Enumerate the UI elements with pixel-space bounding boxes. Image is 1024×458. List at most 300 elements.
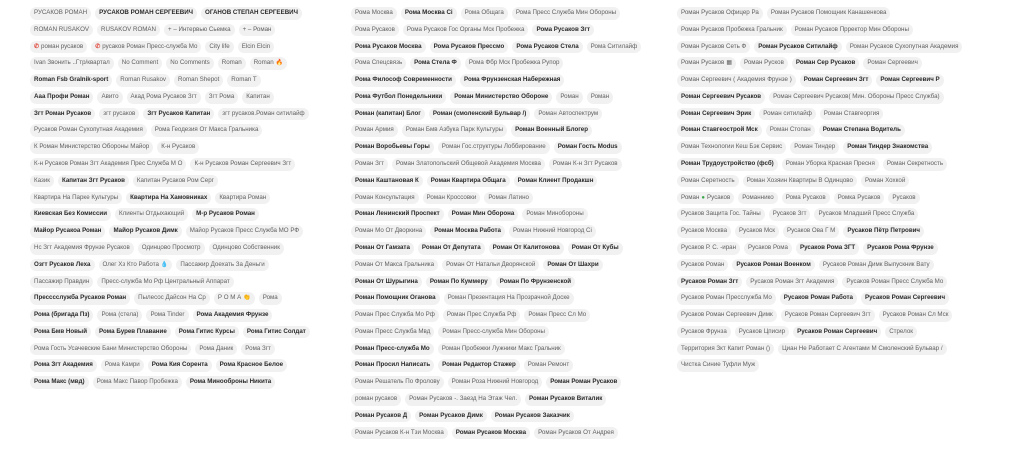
contact-tag[interactable] [250,57,287,70]
contact-tag[interactable] [351,259,438,272]
tag-label: русаков Роман Пресс-служба Мо [102,42,198,50]
contact-tag[interactable] [759,108,816,121]
contact-tag[interactable] [843,141,932,154]
contact-tag[interactable] [863,242,938,255]
contact-tag[interactable] [534,108,602,121]
contact-tag[interactable] [193,309,273,322]
contact-tag[interactable] [443,309,521,322]
contact-tag[interactable] [190,158,295,171]
tag-row [351,309,661,322]
contact-tag[interactable] [568,242,623,255]
contact-tag[interactable] [351,359,434,372]
contact-tag[interactable] [405,393,521,406]
contact-tag[interactable] [402,124,507,137]
tag-label: Р О М А [217,294,242,302]
tag-label: Roman Shepot [178,76,220,84]
contact-tag[interactable] [677,208,765,221]
contact-tag[interactable] [30,91,93,104]
contact-tag[interactable] [793,326,881,339]
contact-tag[interactable] [549,158,622,171]
contact-tag[interactable] [30,124,147,137]
tag-label: Роман Хозяин Квартиры В Одинцово [746,176,853,184]
contact-tag[interactable] [205,41,233,54]
tag-label: Згт Рома [208,92,235,100]
contact-tag[interactable] [735,326,789,339]
contact-tag[interactable] [543,259,602,272]
contact-tag[interactable] [423,192,481,205]
contact-tag[interactable] [876,74,943,87]
tag-label: Русаков Роман Сергеевич Димк [681,311,773,319]
contact-tag[interactable] [351,74,456,87]
contact-tag[interactable] [175,326,239,339]
contact-tag[interactable] [109,225,181,238]
contact-tag[interactable] [780,292,857,305]
tag-label: Роман Ремонт [527,361,570,369]
contact-tag[interactable] [484,192,533,205]
contact-tag[interactable] [796,242,859,255]
contact-tag[interactable] [351,326,434,339]
contact-tag[interactable] [115,208,188,221]
tag-label: М-р Русаков Роман [196,210,255,218]
drop-icon: 💧 [160,261,169,268]
tag-label: Русаков Москва [681,227,728,235]
contact-tag[interactable] [93,376,182,389]
tag-label: Роман Русаков Сухопутная Академия [849,42,959,50]
contact-tag[interactable] [677,259,728,272]
tag-label: Роман Русаков -. Заезд На Этаж Чел. [409,394,518,402]
contact-tag[interactable] [351,242,414,255]
tag-label: Роман [590,92,610,100]
contact-tag[interactable] [491,410,574,423]
tag-label: Русаков Роман Пресслужба Мо [681,294,772,302]
contact-tag[interactable] [489,242,564,255]
contact-tag[interactable] [461,7,508,20]
contact-tag[interactable] [127,91,201,104]
contact-tag[interactable] [351,276,422,289]
contact-tag[interactable] [834,192,885,205]
contact-tag[interactable] [97,24,160,37]
contact-tag[interactable] [820,108,884,121]
contact-tag[interactable] [97,309,142,322]
contact-tag[interactable] [392,158,545,171]
tag-label: Роман Сер Русаков [795,59,856,67]
contact-tag[interactable] [460,74,564,87]
tag-label: Роман Военный Блогер [515,126,589,134]
contact-tag[interactable] [677,192,734,205]
tag-row [30,74,335,87]
contact-tag[interactable] [767,7,891,20]
contact-tag[interactable] [133,175,218,188]
contact-tag[interactable] [442,259,539,272]
contact-tag[interactable] [842,276,947,289]
contact-tag[interactable] [438,343,565,356]
contact-tag[interactable] [534,427,618,440]
contact-tag[interactable] [351,309,439,322]
contact-tag[interactable] [677,41,750,54]
contact-tag[interactable] [30,276,93,289]
contact-tag[interactable] [351,108,425,121]
contact-tag[interactable] [351,57,406,70]
contact-tag[interactable] [351,427,448,440]
contact-tag[interactable] [677,91,765,104]
contact-tag[interactable] [30,376,89,389]
contact-tag[interactable] [677,359,759,372]
tag-label: + – Роман [242,25,272,33]
tag-label: роман русаков [355,394,398,402]
contact-tag[interactable] [738,192,778,205]
contact-tag[interactable] [146,309,188,322]
tag-label: Роман Степана Водитель [822,126,901,134]
tag-label: Русаков Р. С. -иран [681,243,737,251]
contact-tag[interactable] [532,24,594,37]
contact-tag[interactable] [677,158,778,171]
tag-label: Русаков Ова Г М [786,227,836,235]
contact-tag[interactable] [677,141,786,154]
contact-tag[interactable] [888,192,919,205]
contact-tag[interactable] [861,175,909,188]
contact-tag[interactable] [99,108,139,121]
contact-tag[interactable] [677,175,739,188]
contact-tag[interactable] [677,108,755,121]
contact-tag[interactable] [351,376,444,389]
contact-tag[interactable] [861,292,949,305]
contact-tag[interactable] [30,24,93,37]
tag-label: Рома Гитис Солдат [246,327,306,335]
tag-label: Русаков Роман Военком [736,260,811,268]
tag-row [677,292,999,305]
contact-tag[interactable] [148,359,212,372]
contact-tag[interactable] [465,57,564,70]
tag-label: Рома Геодезия От Макса Гральника [154,126,259,134]
contact-tag[interactable] [351,225,426,238]
contact-tag[interactable] [522,208,587,221]
tag-label: К-н Русаков Роман Сергеевич Згт [194,160,292,168]
contact-tag[interactable] [143,108,214,121]
contact-tag[interactable] [30,326,91,339]
contact-tag[interactable] [30,292,130,305]
contact-tag[interactable] [448,376,543,389]
tag-label: Пылесос Дайсон На Ср [138,294,206,302]
contact-tag[interactable] [450,91,552,104]
contact-tag[interactable] [496,276,575,289]
contact-tag[interactable] [769,91,943,104]
contact-tag[interactable] [677,326,731,339]
contact-tag[interactable] [91,41,201,54]
contact-tag[interactable] [783,225,839,238]
contact-tag[interactable] [677,309,777,322]
contact-tag[interactable] [430,41,509,54]
tag-row [351,276,661,289]
tag-label: Рома Русаков Прессмо [433,42,505,50]
contact-tag[interactable] [241,343,275,356]
contact-tag[interactable] [514,175,598,188]
contact-tag[interactable] [30,108,95,121]
contact-tag[interactable] [554,141,622,154]
contact-tag[interactable] [238,41,275,54]
contact-tag[interactable] [351,393,401,406]
contact-tag[interactable] [351,7,397,20]
contact-tag[interactable] [205,91,239,104]
tag-label: Роман Хохкой [864,176,906,184]
contact-tag[interactable] [174,74,223,87]
contact-tag[interactable] [438,141,550,154]
contact-tag[interactable] [778,343,946,356]
contact-tag[interactable] [452,427,530,440]
contact-tag[interactable] [677,343,774,356]
tag-label: Роман Автоспектрум [538,109,599,117]
tag-row [351,124,661,137]
contact-tag[interactable] [99,259,173,272]
contact-tag[interactable] [814,208,918,221]
tag-label: Рома Tinder [150,311,185,319]
tag-row [351,410,661,423]
contact-tag[interactable] [166,57,214,70]
contact-tag[interactable] [101,359,144,372]
contact-tag[interactable] [556,91,582,104]
contact-tag[interactable] [209,242,284,255]
tag-row [351,208,661,221]
contact-tag[interactable] [30,309,93,322]
contact-tag[interactable] [438,359,520,372]
tag-label: Рома Минооброны Никита [189,378,272,386]
contact-tag[interactable] [426,276,492,289]
tag-label: Рома Русаков [355,25,395,33]
contact-tag[interactable] [242,91,273,104]
contact-tag[interactable] [164,24,235,37]
contact-tag[interactable] [227,74,260,87]
contact-tag[interactable] [792,57,859,70]
contact-tag[interactable] [677,7,763,20]
contact-tag[interactable] [30,7,91,20]
contact-tag[interactable] [846,41,963,54]
contact-tag[interactable] [843,225,924,238]
tag-label: Roman [253,59,274,67]
contact-tag[interactable] [732,259,814,272]
tag-label: Роман ситилайф [763,109,812,117]
contact-tag[interactable] [30,158,186,171]
tag-label: Роман Клиент Продакшн [517,176,594,184]
contact-tag[interactable] [819,259,934,272]
contact-tag[interactable] [126,192,211,205]
contact-tag[interactable] [116,74,170,87]
contact-tag[interactable] [743,175,857,188]
contact-tag[interactable] [351,24,399,37]
contact-tag[interactable] [766,124,815,137]
contact-tag[interactable] [30,41,87,54]
tag-label: Циан Не Работает С Агентами М Смоленский Бульвар / [782,344,943,352]
tag-row [351,41,661,54]
tag-label: Нс Згт Академия Фрунзе Русаков [34,243,130,251]
contact-tag[interactable] [511,124,592,137]
tag-label: Роман Русаков [681,59,725,67]
contact-tag[interactable] [512,41,582,54]
contact-tag[interactable] [512,7,620,20]
contact-tag[interactable] [118,57,162,70]
contact-tag[interactable] [176,259,268,272]
tag-label: Роман Редактор Стажер [442,361,516,369]
contact-tag[interactable] [819,124,905,137]
contact-tag[interactable] [351,192,419,205]
tag-label: Озгт Русаков Леха [34,260,91,268]
contact-tag[interactable] [351,208,444,221]
contact-tag[interactable] [351,158,388,171]
contact-tag[interactable] [746,276,838,289]
tag-label: Роман Мо От Дворкина [355,227,423,235]
contact-tag[interactable] [430,225,505,238]
contact-tag[interactable] [351,292,440,305]
tag-label: Роман Сергеевич Эрик [681,109,752,117]
tag-label: Авито [101,92,119,100]
contact-tag[interactable] [415,410,487,423]
contact-tag[interactable] [524,309,590,322]
contact-tag[interactable] [587,41,642,54]
tag-label: Роман Сергеевич ( Академия Фрунзе ) [681,76,792,84]
contact-tag[interactable] [30,242,134,255]
tag-label: Рома Стела Ф [414,59,457,67]
contact-tag[interactable] [30,359,97,372]
contact-tag[interactable] [418,242,485,255]
contact-tag[interactable] [769,208,811,221]
contact-tag[interactable] [195,343,237,356]
contact-tag[interactable] [677,276,742,289]
contact-tag[interactable] [677,24,787,37]
contact-tag[interactable] [186,376,275,389]
tag-row [351,376,661,389]
contact-tag[interactable] [351,410,411,423]
tag-row [30,7,335,20]
contact-tag[interactable] [429,108,530,121]
contact-tag[interactable] [351,175,423,188]
contact-tag[interactable] [587,91,613,104]
contact-tag[interactable] [791,24,913,37]
contact-tag[interactable] [781,309,875,322]
contact-tag[interactable] [879,309,953,322]
contact-tag[interactable] [744,242,792,255]
contact-tag[interactable] [448,208,519,221]
tag-label: Роман Просил Написать [355,361,431,369]
contact-tag[interactable] [218,108,308,121]
contact-tag[interactable] [883,158,947,171]
contact-tag[interactable] [438,326,549,339]
contact-tag[interactable] [410,57,461,70]
tag-label: Одинцово Просмотр [141,243,201,251]
contact-tag[interactable] [259,292,282,305]
contact-tag[interactable] [677,74,796,87]
contact-tag[interactable] [201,7,302,20]
contact-tag[interactable] [863,57,921,70]
tag-label: РУСАКОВ РОМАН СЕРГЕЕВИЧ [99,9,194,16]
contact-tag[interactable] [30,74,112,87]
contact-tag[interactable] [351,141,434,154]
tag-row [677,192,999,205]
contact-tag[interactable] [525,393,606,406]
contact-tag[interactable] [30,208,111,221]
contact-tag[interactable] [351,41,426,54]
contact-tag[interactable] [677,242,740,255]
contact-tag[interactable] [216,359,287,372]
contact-tag[interactable] [351,343,434,356]
contact-tag[interactable] [30,57,114,70]
tag-label: Майор Русаков Пресс Служба МО РФ [189,227,300,235]
contact-tag[interactable] [30,175,54,188]
contact-tag[interactable] [239,24,276,37]
contact-tag[interactable] [677,292,776,305]
tag-label: Русаков Фрунза [681,327,727,335]
tag-label: Роман От Калитонова [492,243,560,251]
contact-tag[interactable] [401,7,457,20]
contact-tag[interactable] [782,192,830,205]
tag-label: Русаков Защита Гос. Тайны [681,210,761,218]
contact-tag[interactable] [218,57,246,70]
contact-tag[interactable] [403,24,529,37]
contact-tag[interactable] [151,124,263,137]
contact-tag[interactable] [351,124,398,137]
contact-tag[interactable] [30,343,191,356]
contact-tag[interactable] [214,292,255,305]
fire-icon: 🔥 [275,60,284,67]
tag-label: Рома Камри [104,361,140,369]
contact-tag[interactable] [677,124,762,137]
contact-tag[interactable] [444,292,574,305]
contact-tag[interactable] [677,225,731,238]
tag-label: Квартира Роман [219,193,267,201]
contact-tag[interactable] [134,292,210,305]
contact-tag[interactable] [351,91,446,104]
tag-label: Роман Русаков Димк [419,411,483,419]
contact-tag[interactable] [157,141,199,154]
contact-tag[interactable] [97,276,233,289]
contact-tag[interactable] [30,259,95,272]
tag-row [30,225,335,238]
contact-tag[interactable] [192,208,259,221]
contact-tag[interactable] [30,141,153,154]
contact-tag[interactable] [138,242,205,255]
tag-label: Рома Макс Павор Пробежка [96,378,178,386]
contact-tag[interactable] [740,57,788,70]
tag-label: Русаков Згт [772,210,807,218]
contact-tag[interactable] [215,192,270,205]
contact-tag[interactable] [58,175,129,188]
contact-tag[interactable] [754,41,841,54]
tag-label: Роман Русаков Виталик [529,394,603,402]
contact-tag[interactable] [243,326,310,339]
contact-tag[interactable] [546,376,621,389]
contact-tag[interactable] [30,192,122,205]
tag-label: Роман Нижний Новгород Ci [512,227,592,235]
contact-tag[interactable] [509,225,596,238]
tag-label: Роман Сергеевич [867,59,918,67]
tag-label: Рома Згт Академия [34,361,93,369]
tag-label: Русаков Мск [739,227,775,235]
contact-tag[interactable] [782,158,879,171]
contact-tag[interactable] [677,57,736,70]
tag-row [351,326,661,339]
contact-tag[interactable] [524,359,573,372]
contact-tag[interactable] [95,326,171,339]
contact-tag[interactable] [97,91,122,104]
tag-row [351,175,661,188]
contact-tag[interactable] [790,141,839,154]
tag-label: Згт Русаков Капитан [147,109,211,117]
contact-tag[interactable] [30,225,105,238]
contact-tag[interactable] [735,225,779,238]
contact-tag[interactable] [95,7,197,20]
contact-tag[interactable] [427,175,510,188]
contact-tag[interactable] [885,326,917,339]
contact-tag[interactable] [186,225,303,238]
contact-tag[interactable] [800,74,873,87]
tag-label: Роман Решатель По Фролову [355,378,440,386]
